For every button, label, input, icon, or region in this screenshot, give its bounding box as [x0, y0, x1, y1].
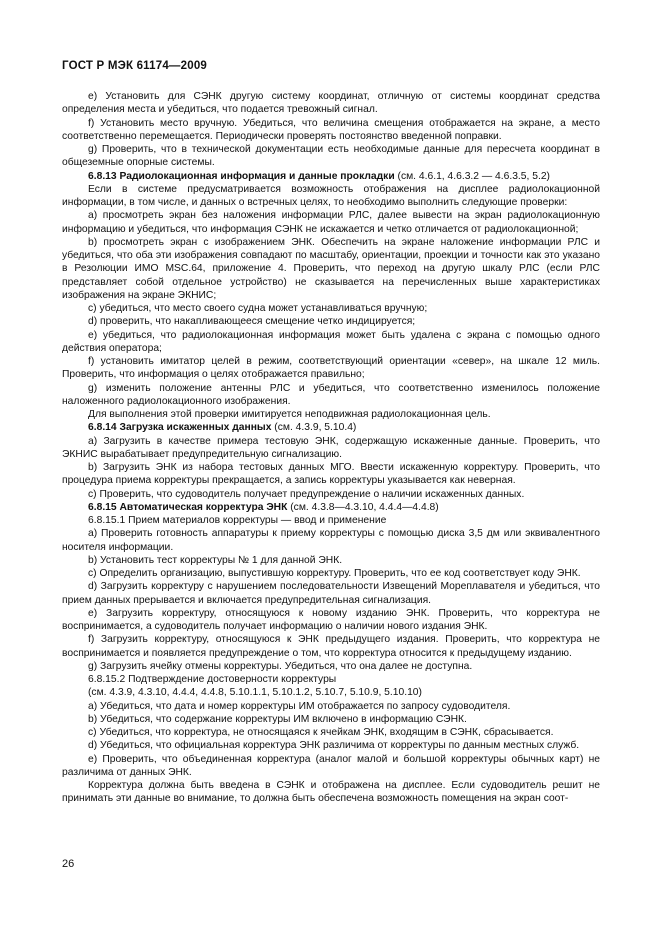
paragraph-text: g) Проверить, что в технической документации есть необходимые данные для пересчета координат в общеземные опорные системы.: [62, 144, 600, 169]
paragraph: [62, 673, 600, 686]
paragraph-text: g) Загрузить ячейку отмены корректуры. Убедиться, что она далее не доступна.: [88, 660, 473, 672]
page-content: [62, 90, 600, 806]
paragraph: [62, 302, 600, 315]
paragraph-text: f) установить имитатор целей в режим, соответствующий ориентации «север», на шкале 12 миль. Проверить, что информация о целях отображается правильно;: [62, 356, 600, 381]
paragraph-text: (см. 4.3.9, 5.10.4): [271, 422, 357, 434]
paragraph-text: b) Загрузить ЭНК из набора тестовых данных МГО. Ввести искаженную корректуру. Проверить, что процедура приема корректуры прекращается, а запись корректуры указывается как неверная.: [62, 462, 600, 487]
paragraph: [62, 567, 600, 580]
paragraph-text: g) изменить положение антенны РЛС и убедиться, что соответственно изменилось положение наложенного радиолокационного изображения.: [62, 382, 600, 407]
paragraph: [62, 170, 600, 183]
paragraph-text: c) Определить организацию, выпустившую корректуру. Проверить, что ее код соответствует коду ЭНК.: [88, 568, 581, 579]
paragraph-text: f) Загрузить корректуру, относящуюся к ЭНК предыдущего издания. Проверить, что корректура не воспринимается и появляется предупреждение о том, что корректура относится к предыдущему изданию.: [62, 634, 600, 659]
paragraph: [62, 580, 600, 607]
paragraph: [62, 660, 600, 673]
paragraph-text: d) Убедиться, что официальная корректура ЭНК различима от корректуры по данным местных служб.: [88, 740, 580, 752]
paragraph-text: Корректура должна быть введена в СЭНК и отображена на дисплее. Если судоводитель решит не принимать эти данные во внимание, то должна быть обеспечена возможность помещения на экран соот-: [62, 780, 600, 805]
paragraph-text: (см. 4.3.8—4.3.10, 4.4.4—4.4.8): [287, 501, 439, 513]
paragraph: [62, 753, 600, 780]
paragraph: [62, 779, 600, 806]
paragraph: [62, 726, 600, 739]
paragraph: [62, 739, 600, 752]
paragraph: [62, 117, 600, 144]
paragraph-text: f) Установить место вручную. Убедиться, что величина смещения отображается на экране, а место соответственно перемещается. Периодически проверять постоянство введенной поправки.: [62, 117, 600, 142]
paragraph: [62, 461, 600, 488]
paragraph-text: а) Убедиться, что дата и номер корректуры ИМ отображается по запросу судоводителя.: [88, 700, 511, 712]
paragraph-text: е) Загрузить корректуру, относящуюся к новому изданию ЭНК. Проверить, что корректура не воспринимается, а судоводитель получает информацию о наличии нового издания ЭНК.: [62, 607, 600, 632]
paragraph: [62, 700, 600, 713]
paragraph-text: 6.8.15.2 Подтверждение достоверности корректуры: [88, 674, 337, 685]
paragraph: [62, 514, 600, 527]
paragraph-text: а) просмотреть экран без наложения информации РЛС, далее вывести на экран радиолокационную информацию и убедиться, что информация СЭНК не искажается и четко отличается от радиолокационной;: [62, 210, 600, 235]
paragraph: [62, 686, 600, 699]
paragraph: [62, 183, 600, 210]
section-heading: 6.8.13 Радиолокационная информация и данные прокладки: [88, 170, 395, 182]
paragraph: [62, 421, 600, 434]
paragraph-text: c) убедиться, что место своего судна может устанавливаться вручную;: [88, 303, 428, 314]
paragraph-text: (см. 4.3.9, 4.3.10, 4.4.4, 4.4.8, 5.10.1.1, 5.10.1.2, 5.10.7, 5.10.9, 5.10.10): [88, 687, 422, 699]
paragraph-text: e) Проверить, что объединенная корректура (аналог малой и большой корректуры обычных карт) не различима от данных ЭНК.: [62, 753, 600, 778]
page-header: ГОСТ Р МЭК 61174—2009: [62, 60, 208, 72]
paragraph-text: (см. 4.6.1, 4.6.3.2 — 4.6.3.5, 5.2): [394, 170, 550, 182]
paragraph: [62, 382, 600, 409]
paragraph: [62, 209, 600, 236]
paragraph: [62, 143, 600, 170]
paragraph: [62, 501, 600, 514]
section-heading: 6.8.14 Загрузка искаженных данных: [88, 422, 272, 434]
paragraph: [62, 633, 600, 660]
paragraph: [62, 713, 600, 726]
paragraph: [62, 408, 600, 421]
paragraph-text: b) Убедиться, что содержание корректуры ИМ включено в информацию СЭНК.: [88, 713, 467, 725]
paragraph-text: d) Загрузить корректуру с нарушением последовательности Извещений Мореплавателя и убедиться, что прием данных прерывается и включается предупредительная сигнализация.: [62, 581, 600, 606]
paragraph-text: 6.8.15.1 Прием материалов корректуры — ввод и применение: [88, 515, 387, 526]
paragraph-text: c) Убедиться, что корректура, не относящаяся к ячейкам ЭНК, входящим в СЭНК, сбрасывается.: [88, 727, 554, 738]
paragraph: [62, 488, 600, 501]
paragraph-text: а) Проверить готовность аппаратуры к приему корректуры с помощью диска 3,5 дм или эквивалентного носителя информации.: [62, 528, 600, 553]
paragraph: [62, 527, 600, 554]
paragraph-text: b) Установить тест корректуры № 1 для данной ЭНК.: [88, 554, 343, 566]
paragraph-text: e) убедиться, что радиолокационная информация может быть удалена с экрана с помощью одного действия оператора;: [62, 329, 600, 354]
paragraph-text: с) Проверить, что судоводитель получает предупреждение о наличии искаженных данных.: [88, 488, 525, 500]
paragraph: [62, 554, 600, 567]
paragraph-text: е) Установить для СЭНК другую систему координат, отличную от системы координат средства определения места и убедиться, что подается тревожный сигнал.: [62, 91, 600, 116]
paragraph: [62, 236, 600, 302]
paragraph: [62, 355, 600, 382]
section-heading: 6.8.15 Автоматическая корректура ЭНК: [88, 501, 288, 513]
paragraph-text: Для выполнения этой проверки имитируется неподвижная радиолокационная цель.: [88, 409, 491, 420]
paragraph: [62, 90, 600, 117]
paragraph-text: b) просмотреть экран с изображением ЭНК. Обеспечить на экране наложение информации РЛС и убедиться, что оба эти изображения совпадают по масштабу, ориентации, проекции и точности как это указано в Резолюции ИМО MSC.64, приложение 4. Проверить, что переход на другую шкалу РЛС (если РЛС представляет собой отдельное устройство) не сказывается на перечисленных выше характеристиках изображения на экране ЭКНИС;: [62, 236, 600, 301]
paragraph: [62, 329, 600, 356]
page-number: 26: [62, 858, 75, 870]
paragraph-text: d) проверить, что накапливающееся смещение четко индицируется;: [88, 316, 416, 328]
paragraph: [62, 435, 600, 462]
paragraph-text: Если в системе предусматривается возможность отображения на дисплее радиолокационной информации, в том числе, и данных о встречных целях, то необходимо выполнить следующие проверки:: [62, 183, 600, 208]
paragraph: [62, 315, 600, 328]
paragraph-text: a) Загрузить в качестве примера тестовую ЭНК, содержащую искаженные данные. Проверить, что ЭКНИС вырабатывает предупредительную сигнализацию.: [62, 435, 600, 460]
paragraph: [62, 607, 600, 634]
